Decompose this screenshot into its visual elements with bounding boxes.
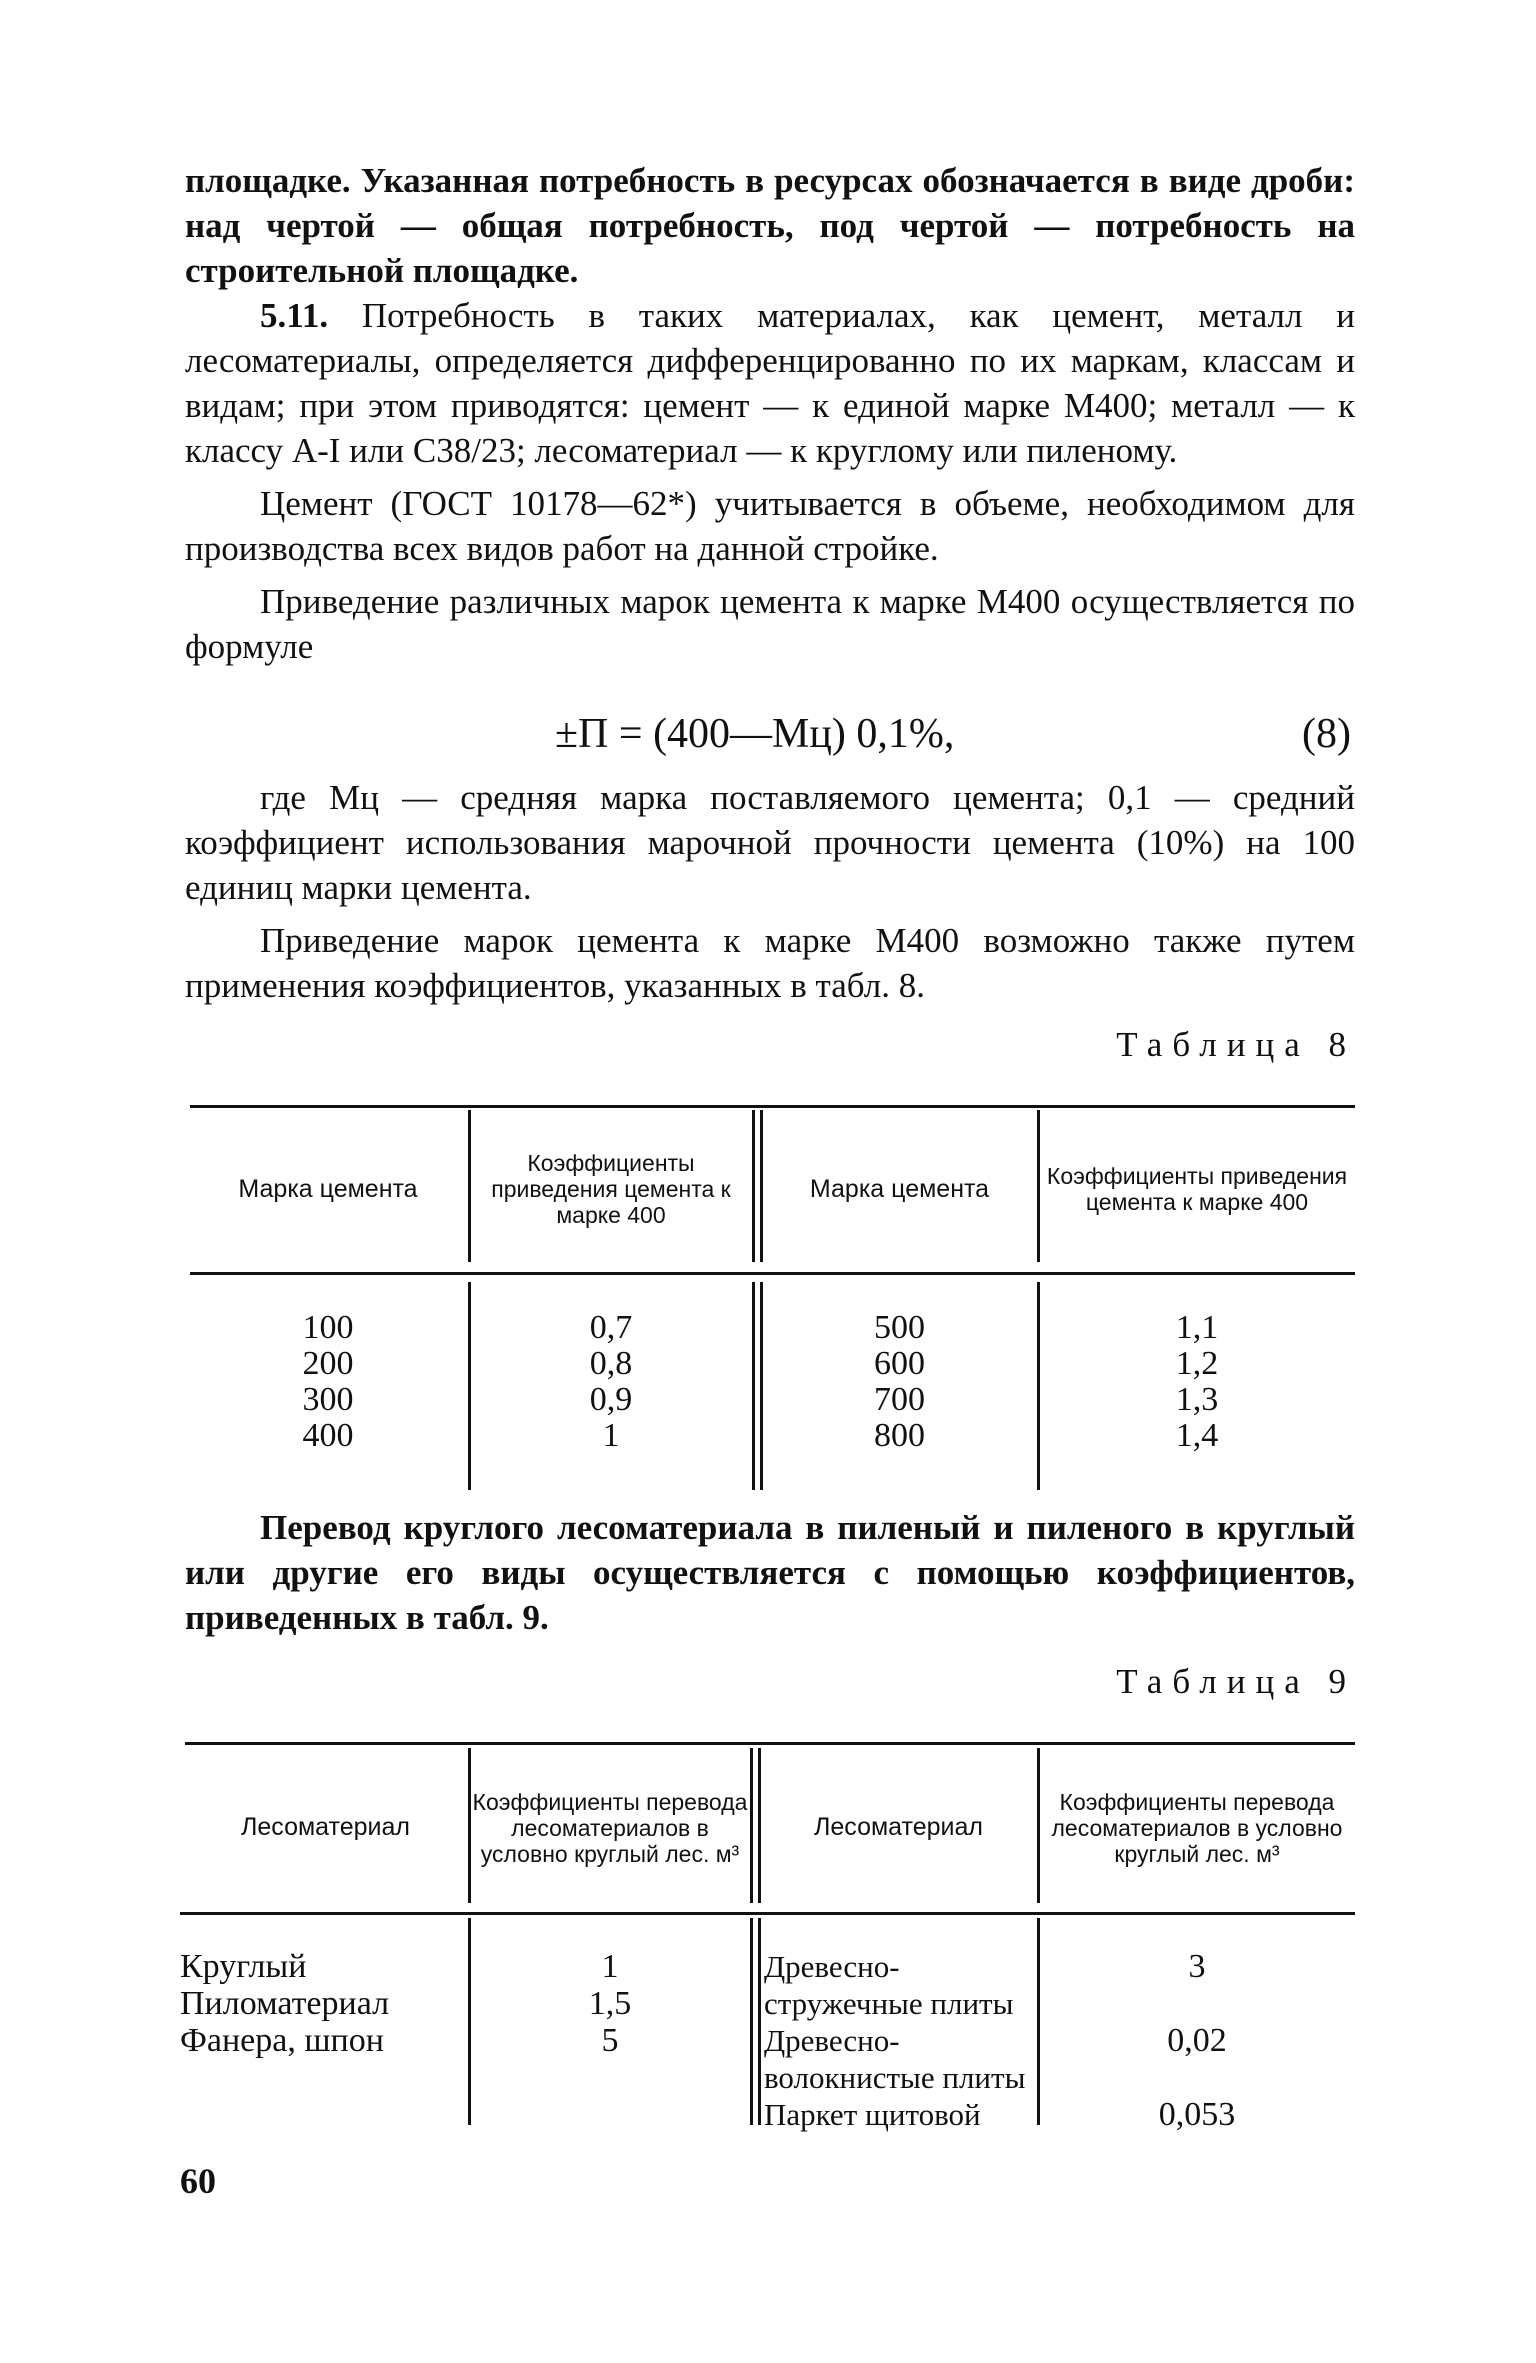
paragraph-cement-gost: Цемент (ГОСТ 10178—62*) учитывается в объеме, необходимом для производства всех видов работ на данной стройке. — [185, 484, 1355, 568]
table9-cell: 5 — [601, 2022, 619, 2059]
table9-col-coef-1 — [472, 1948, 748, 2059]
table8-divider — [752, 1110, 755, 1262]
section-number: 5.11. — [260, 296, 329, 335]
table8-col-grade-2 — [764, 1310, 1035, 1454]
table9-cell: 3 — [1188, 1948, 1206, 1985]
table9-col-coef-2 — [1041, 1948, 1353, 2133]
table8-cell: 800 — [874, 1417, 925, 1454]
table9-cell: 1 — [601, 1948, 619, 1985]
table8-cell: 0,8 — [589, 1345, 633, 1382]
table9-caption: Таблица 9 — [1116, 1662, 1356, 1701]
table8-divider — [468, 1282, 471, 1490]
table8-divider — [1037, 1110, 1040, 1262]
table8-divider — [468, 1110, 471, 1262]
table9-divider — [750, 1918, 753, 2125]
table8-divider — [760, 1282, 763, 1490]
table8-cell: 100 — [302, 1309, 354, 1346]
table9-divider — [758, 1918, 761, 2125]
table8-col-grade-1 — [190, 1310, 466, 1454]
page-number: 60 — [180, 2161, 216, 2201]
table9-divider — [468, 1918, 471, 2125]
table9-cell: Фанера, шпон — [180, 2022, 384, 2059]
table8-header-coef-1: Коэффициенты приведения цемента к марке 400 — [491, 1150, 731, 1228]
table8-cell: 0,7 — [589, 1309, 633, 1346]
table9-divider — [758, 1748, 761, 1903]
table9-cell: Пиломатериал — [180, 1985, 390, 2022]
table9-header-coef-1: Коэффициенты перевода лесоматериалов в условно круглый лес. м³ — [472, 1788, 748, 1867]
table8-col-coef-2 — [1041, 1310, 1353, 1454]
table8-cell: 400 — [302, 1417, 354, 1454]
paragraph-5-11 — [185, 293, 1355, 473]
table8-cell: 1,1 — [1175, 1309, 1219, 1346]
table8-cell: 1,4 — [1175, 1417, 1219, 1454]
table9-cell: 1,5 — [588, 1985, 632, 2022]
formula-number: (8) — [1302, 711, 1351, 757]
paragraph-formula-intro: Приведение различных марок цемента к марке М400 осуществляется по формуле — [185, 582, 1355, 666]
table8-cell: 700 — [874, 1381, 925, 1418]
table9-cell: Древесно-стружечные плиты — [764, 1949, 1014, 2021]
table9-divider — [1037, 1918, 1040, 2125]
table9-col-material-1 — [180, 1948, 465, 2059]
table9-divider — [1037, 1748, 1040, 1903]
table8-cell: 200 — [302, 1345, 354, 1382]
paragraph-table9-ref: Перевод круглого лесоматериала в пиленый и пиленого в круглый или другие его виды осуществляется с помощью коэффициентов, приведенных в табл. 9. — [185, 1508, 1355, 1637]
text-top — [185, 158, 1355, 669]
paragraph-formula-explanation: где Мц — средняя марка поставляемого цемента; 0,1 — средний коэффициент использования марочной прочности цемента (10%) на 100 единиц марки цемента. — [185, 778, 1355, 907]
table9-cell: Паркет щитовой — [764, 2097, 981, 2132]
table9-header-material-1: Лесоматериал — [241, 1813, 410, 1841]
table9-cell: Древесно-волокнистые плиты — [764, 2023, 1026, 2095]
table9-cell: Круглый — [180, 1948, 307, 1985]
table8-header-coef-2: Коэффициенты приведения цемента к марке 400 — [1046, 1163, 1348, 1215]
table8-header-rule — [190, 1272, 1355, 1275]
text-middle — [185, 775, 1355, 1008]
table8-header-grade-1: Марка цемента — [238, 1174, 418, 1203]
table9-header-material-2: Лесоматериал — [814, 1813, 983, 1841]
table8-cell: 1,2 — [1175, 1345, 1219, 1382]
table8-cell: 300 — [302, 1381, 354, 1418]
table9-divider — [750, 1748, 753, 1903]
table9-cell: 0,02 — [1167, 2022, 1227, 2059]
table8-cell: 600 — [874, 1345, 925, 1382]
table9-col-material-2 — [764, 1948, 1036, 2133]
table8-divider — [1037, 1282, 1040, 1490]
table8-cell: 1 — [602, 1417, 620, 1454]
table8-cell: 1,3 — [1175, 1381, 1219, 1418]
paragraph-continuation: площадке. Указанная потребность в ресурсах обозначается в виде дроби: над чертой — общая потребность, под чертой — потребность на строительной площадке. — [185, 161, 1355, 290]
paragraph-5-11-text: Потребность в таких материалах, как цемент, металл и лесоматериалы, определяется дифференцированно по их маркам, классам и видам; при этом приводятся: цемент — к единой марке М400; металл — к классу А-I или С38/23; лесоматериал — к круглому или пиленому. — [185, 296, 1355, 470]
text-table9-ref — [185, 1505, 1355, 1640]
paragraph-table8-ref: Приведение марок цемента к марке М400 возможно также путем применения коэффициентов, указанных в табл. 8. — [185, 921, 1355, 1005]
table9-header-coef-2: Коэффициенты перевода лесоматериалов в условно круглый лес. м³ — [1051, 1788, 1343, 1867]
formula: ±П = (400—Мц) 0,1%, — [555, 711, 955, 757]
table9-header-rule — [180, 1912, 1355, 1915]
table8-divider — [752, 1282, 755, 1490]
table8-cell: 0,9 — [589, 1381, 633, 1418]
table8-caption: Таблица 8 — [1116, 1025, 1356, 1064]
table9-divider — [468, 1748, 471, 1903]
table8-cell: 500 — [874, 1309, 925, 1346]
table8-divider — [760, 1110, 763, 1262]
table8-col-coef-1 — [472, 1310, 750, 1454]
table8-header-grade-2: Марка цемента — [809, 1174, 990, 1203]
table9-cell: 0,053 — [1158, 2096, 1236, 2133]
